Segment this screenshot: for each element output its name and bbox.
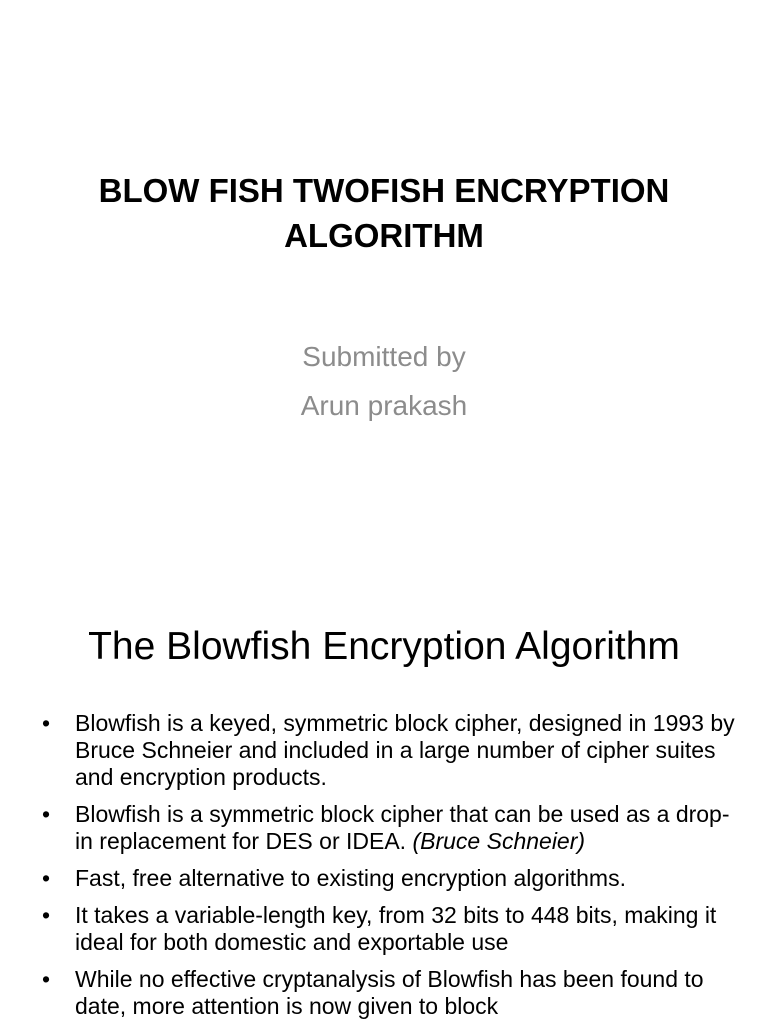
bullet-item xyxy=(42,710,742,791)
submitted-by-label: Submitted by xyxy=(302,341,466,372)
bullet-text: It takes a variable-length key, from 32 bits to 448 bits, making it ideal for both domestic and exportable use xyxy=(75,902,717,955)
slide-title xyxy=(40,168,728,258)
bullet-icon: • xyxy=(42,710,51,736)
content-slide-title: The Blowfish Encryption Algorithm xyxy=(88,625,680,668)
bullet-item xyxy=(42,966,742,1020)
content-slide xyxy=(0,576,768,1024)
bullet-icon: • xyxy=(42,902,51,928)
slide-subtitle xyxy=(40,332,728,430)
slide-title-line-1: BLOW FISH TWOFISH ENCRYPTION xyxy=(98,172,670,209)
author-name: Arun prakash xyxy=(300,390,468,421)
bullet-icon: • xyxy=(42,966,51,992)
bullet-list xyxy=(42,710,742,1024)
bullet-icon: • xyxy=(42,865,51,891)
bullet-text: Fast, free alternative to existing encryption algorithms. xyxy=(75,865,626,891)
bullet-text: Blowfish is a symmetric block cipher that can be used as a drop-in replacement for DES or IDEA. xyxy=(75,801,730,854)
bullet-item xyxy=(42,902,742,956)
bullet-citation: (Bruce Schneier) xyxy=(412,828,586,854)
bullet-icon: • xyxy=(42,801,51,827)
bullet-item xyxy=(42,865,742,892)
bullet-item xyxy=(42,801,742,855)
bullet-text: Blowfish is a keyed, symmetric block cipher, designed in 1993 by Bruce Schneier and included in a large number of cipher suites and encryption products. xyxy=(75,710,735,790)
bullet-text: While no effective cryptanalysis of Blowfish has been found to date, more attention is now given to block xyxy=(75,966,704,1019)
slide-title-line-2: ALGORITHM xyxy=(284,217,484,254)
